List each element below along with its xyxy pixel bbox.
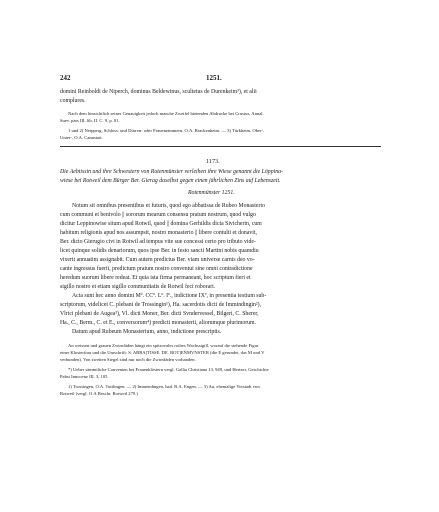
body-line-3: dicitur Leppinowise situm apud Rotwil, quod || domina Gerhildis dicta Sivicherin, cum xyxy=(60,221,262,227)
body-line-8: cante ingressus fuerit, predictum pratum nostro conventui sine omni contradictione xyxy=(60,266,253,272)
body-line-9: heredum suorum libere redeat. Et quia ista firma permaneant, hoc scriptum fieri et xyxy=(60,275,251,281)
footnote-line-2: Pabst Innocenz III. 3, 105. xyxy=(60,374,109,379)
body-line-2: cum communi et benivolo || sororum mearum consensu pratum nostrum, quod vulgo xyxy=(60,212,256,218)
prev-note-line-2: Suev. pars III. lib. II. C. 9, p. 81. xyxy=(60,118,120,123)
body-line-10: sigillo nostro et etiam sigillo communitatis de Rotwil feci roborari. xyxy=(60,284,216,290)
body-line-1: Notum sit omnibus presentibus et futuris, quod ego abbatissa de Rubeo Monasterio xyxy=(72,203,265,209)
body-line-14: Ha., C., Berm., C. et E., conversorum⁴) predicti monasterii, aliorumque plurimorum. xyxy=(60,320,257,326)
body-line-13: Vlrici plebani de Augea³), Vl. dicti Moner, Ber. dicti Svndervessel, Bilgeri, C. Sherer, xyxy=(60,311,259,317)
running-head-year: 1251. xyxy=(206,74,222,82)
body-line-5: Ber. dicto Gierugio civi in Rotwil ad tempus vite sue concessi certo pro tributo vide- xyxy=(60,239,256,245)
seal-note-line-3: verbunden). Von zweiten Siegel sind nur noch die Zwirnfäden vorhanden. xyxy=(60,357,196,362)
seal-note-line-2: einer Klosterfrau und die Umschrift: S. ABBA[TISSE. DE. ROT]EN̄MVNSTER (die E gerundet, das M und V xyxy=(60,350,265,355)
body-line-12: scriptorum, videlicet C. plebani de Trossingin¹), Ha. sacerdotis dicti de Immindingin²), xyxy=(60,302,262,308)
body-line-7: vixerit annuatim assignabit. Cum autem predictus Ber. viam universe carnis deo vo- xyxy=(60,257,255,263)
footnote-line-1: *) Ueber sämmtliche Conventen bei Frauenklöstern vergl. Gallia Christiana 13, 949, und Hertzer, Geschichte xyxy=(68,367,269,372)
separator-rule xyxy=(60,146,381,147)
prev-doc-line-2: complures. xyxy=(60,98,86,104)
prev-doc-line-1: domini Reinboldi de Niperch, dominus Beldewinus, scultetus de Durenkeim³), et alii xyxy=(60,89,257,95)
prev-note-line-4: Unter-, O.A. Cannstatt. xyxy=(60,135,103,140)
prev-note-line-3: 1 und 2) Neipperg, Schloss, und Dürren- oder Frauenzimmern, O.A. Brackenheim. — 3) Türkheim, Ober-, xyxy=(68,128,265,133)
footnote-line-3: 1) Trossingen, O.A. Tuttlingen. — 2) Immendingen, bad. B.A. Engen. — 3) Au, ehemalige Vorstadt von xyxy=(68,384,260,389)
seal-note-line-1: An weissen und grauen Zwirnfäden hängt ein spitzovales rothes Wachssigill, worauf die stehende Figur xyxy=(68,343,259,348)
footnote-line-4: Rotweil (vergl. O.A.Beschr. Rotweil 279.) xyxy=(60,391,138,396)
place-date: Rotenmünster 1251. xyxy=(188,190,235,196)
body-line-6: licet quinque solidis denariorum, quos ipse Ber. in festo sancti Martini nobis quamdiu xyxy=(60,248,259,254)
body-line-15: Datum apud Rubeum Monasterium, anno, indictione prescriptis. xyxy=(72,329,222,335)
summary-line-2: wiese bei Rotweil dem Bürger Ber. Gierag daselbst gegen einen jährlichen Zins auf Lebenszeit. xyxy=(60,178,281,184)
summary-line-1: Die Aebtissin und ihre Schwestern von Rotenmünster verleihen ihre Wiese genannt die Löppina- xyxy=(60,169,283,175)
document-number: 1173. xyxy=(206,158,220,165)
prev-note-line-1: Nach dem hinsichtlich seiner Genauigkeit jedoch manche Zweifel bietenden Abdrucke bei Crusius, Annal. xyxy=(68,111,264,116)
body-line-11: Acta sunt hec anno domini Mº. CCº. Lº. Iº., indictione IXª, in presentia testium sub- xyxy=(72,293,267,299)
body-line-4: habitum religionis apud nos assumpsit, nostro monasterio || libere contulit et donavit, xyxy=(60,230,257,236)
page-number: 242 xyxy=(60,74,71,82)
